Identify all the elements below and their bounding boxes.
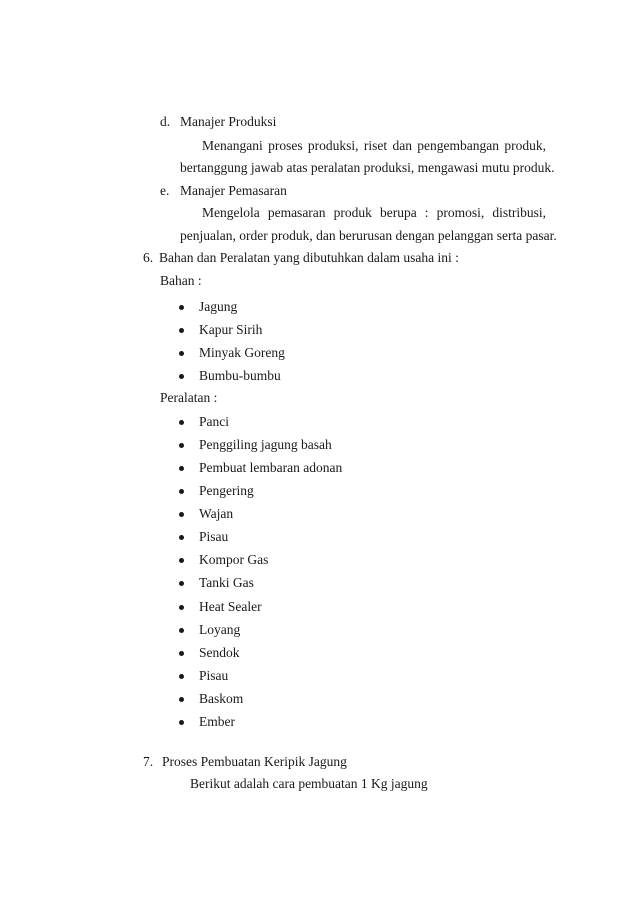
peralatan-item: Loyang	[199, 622, 241, 637]
heading-manajer-produksi: Manajer Produksi	[180, 114, 277, 129]
peralatan-item: Penggiling jagung basah	[199, 437, 332, 452]
bahan-item: Jagung	[199, 299, 238, 314]
bullet-icon	[179, 351, 184, 356]
bullet-icon	[179, 328, 184, 333]
label-peralatan: Peralatan :	[160, 390, 218, 405]
bullet-icon	[179, 720, 184, 725]
peralatan-item: Pisau	[199, 668, 229, 683]
bullet-icon	[179, 512, 184, 517]
bullet-icon	[179, 420, 184, 425]
heading-bahan-peralatan: Bahan dan Peralatan yang dibutuhkan dalam usaha ini :	[159, 250, 459, 265]
bullet-icon	[179, 305, 184, 310]
bahan-item: Bumbu-bumbu	[199, 368, 281, 383]
peralatan-item: Tanki Gas	[199, 575, 254, 590]
peralatan-item: Wajan	[199, 506, 234, 521]
list-marker-e: e.	[160, 183, 170, 198]
paragraph-proses-line-1: Berikut adalah cara pembuatan 1 Kg jagung	[190, 776, 428, 791]
paragraph-produksi-line-2: bertanggung jawab atas peralatan produksi, mengawasi mutu produk.	[180, 160, 555, 175]
bullet-icon	[179, 605, 184, 610]
bullet-icon	[179, 628, 184, 633]
bullet-icon	[179, 674, 184, 679]
heading-proses-pembuatan: Proses Pembuatan Keripik Jagung	[162, 754, 347, 769]
bullet-icon	[179, 489, 184, 494]
bullet-icon	[179, 651, 184, 656]
paragraph-pemasaran-line-1: Mengelola pemasaran produk berupa : promosi, distribusi,	[202, 205, 546, 220]
bullet-icon	[179, 697, 184, 702]
bahan-item: Kapur Sirih	[199, 322, 263, 337]
peralatan-item: Baskom	[199, 691, 244, 706]
label-bahan: Bahan :	[160, 273, 202, 288]
bullet-icon	[179, 466, 184, 471]
peralatan-item: Pembuat lembaran adonan	[199, 460, 343, 475]
list-marker-7: 7.	[143, 754, 154, 769]
bullet-icon	[179, 443, 184, 448]
peralatan-item: Kompor Gas	[199, 552, 269, 567]
peralatan-item: Panci	[199, 414, 229, 429]
peralatan-item: Heat Sealer	[199, 599, 262, 614]
bullet-icon	[179, 558, 184, 563]
list-marker-6: 6.	[143, 250, 154, 265]
paragraph-produksi-line-1: Menangani proses produksi, riset dan pengembangan produk,	[202, 138, 546, 153]
bahan-item: Minyak Goreng	[199, 345, 285, 360]
peralatan-item: Pisau	[199, 529, 229, 544]
bullet-icon	[179, 581, 184, 586]
heading-manajer-pemasaran: Manajer Pemasaran	[180, 183, 287, 198]
peralatan-item: Pengering	[199, 483, 254, 498]
paragraph-pemasaran-line-2: penjualan, order produk, dan berurusan dengan pelanggan serta pasar.	[180, 228, 557, 243]
peralatan-item: Ember	[199, 714, 235, 729]
peralatan-item: Sendok	[199, 645, 240, 660]
bullet-icon	[179, 374, 184, 379]
bullet-icon	[179, 535, 184, 540]
list-marker-d: d.	[160, 114, 171, 129]
